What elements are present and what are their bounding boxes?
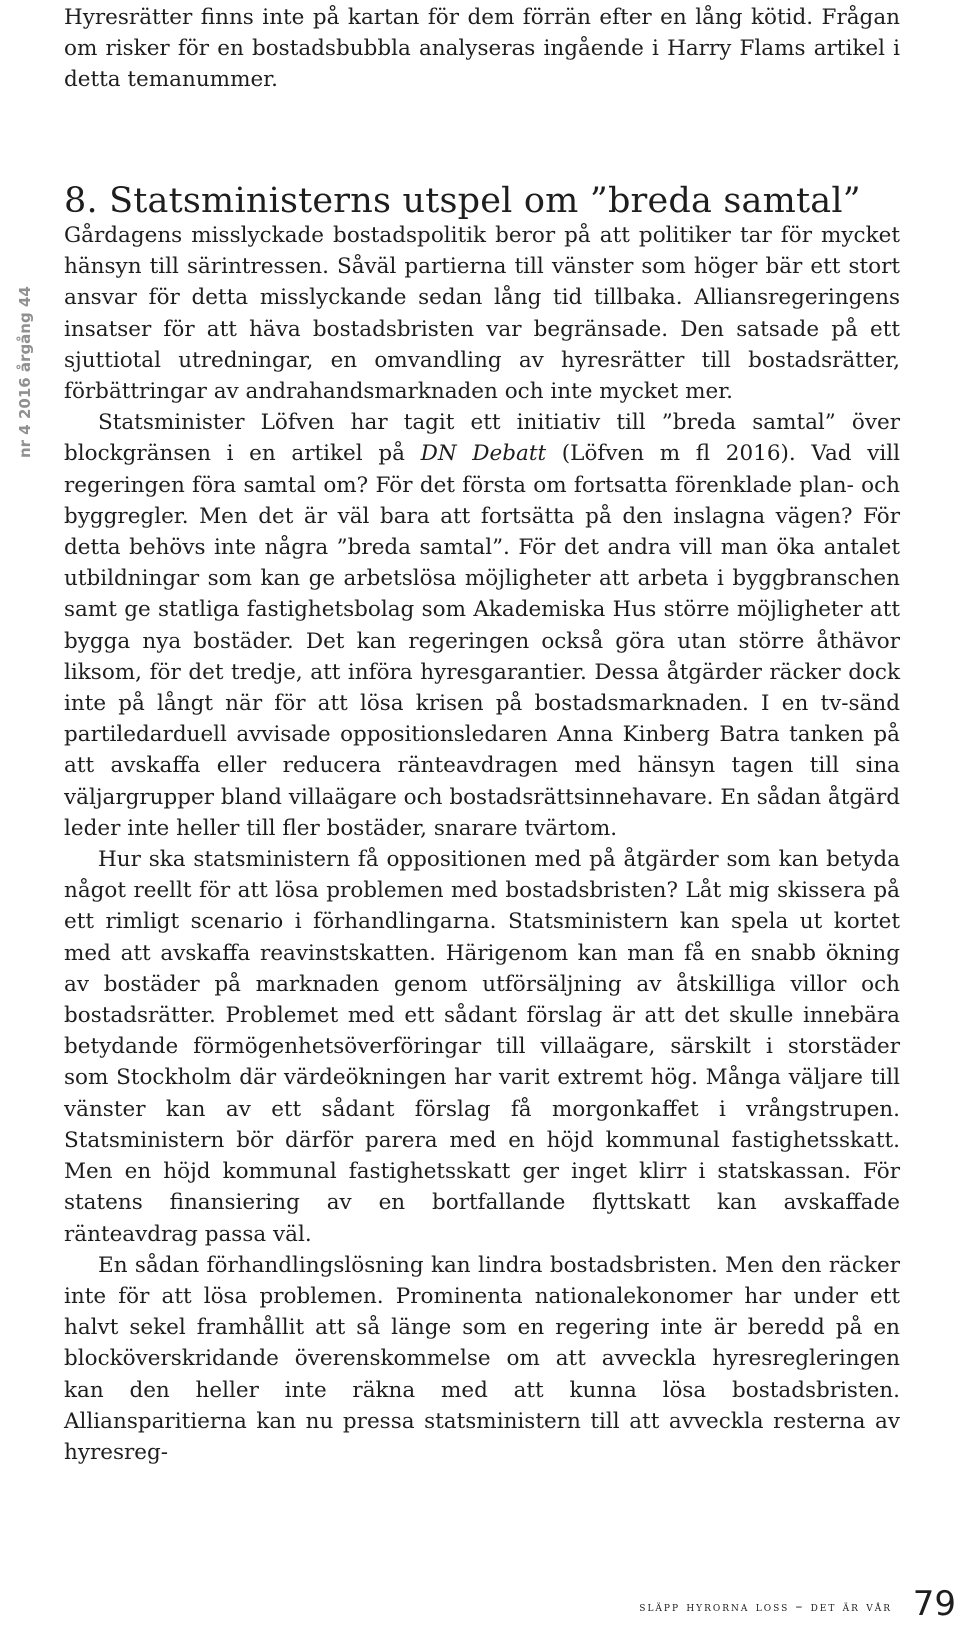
body-paragraph-1: Gårdagens misslyckade bostadspolitik beror på att politiker tar för mycket hänsyn till särintressen. Såväl partierna till vänster som höger bär ett stort ansvar för detta misslyckande sedan lång tid tillbaka. Alliansregeringens insatser för att häva bostadsbristen var begränsade. Den satsade på ett sjuttiotal utredningar, en omvandling av hyresrätter till bostadsrätter, förbättringar av andrahandsmarknaden och inte mycket mer. xyxy=(64,223,900,405)
section-body xyxy=(64,220,900,1468)
body-paragraph-4: En sådan förhandlingslösning kan lindra bostadsbristen. Men den räcker inte för att lösa problemen. Prominenta nationalekonomer har under ett halvt sekel framhållit att så länge som en regering inte är beredd på en blocköverskridande överenskommelse om att avveckla hyresregleringen kan den heller inte räkna med att kunna lösa bostadsbristen. Alliansparitierna kan nu pressa statsministern till att avveckla resterna av hyresreg- xyxy=(64,1252,900,1465)
lead-paragraph: Hyresrätter finns inte på kartan för dem förrän efter en lång kötid. Frågan om risker för en bostadsbubbla analyseras ingående i Harry Flams artikel i detta temanummer. xyxy=(64,5,900,93)
publication-name: DN Debatt xyxy=(420,441,547,467)
issue-side-label: nr 4 2016 årgång 44 xyxy=(16,286,34,458)
lead-text-block xyxy=(64,2,900,96)
body-paragraph-2 xyxy=(64,407,900,844)
paragraph-2-text-before: Statsminister Löfven har tagit ett initiativ till ”breda samtal” över blockgränsen i en artikel på xyxy=(64,410,900,467)
running-footer-title: släpp hyrorna loss – det är vår xyxy=(639,1599,892,1615)
page-number: 79 xyxy=(912,1584,956,1624)
section-heading: 8. Statsministerns utspel om ”breda samtal” xyxy=(64,181,861,222)
paragraph-2-text-after: (Löfven m fl 2016). Vad vill regeringen föra samtal om? För det första om fortsatta förenklade plan- och byggregler. Men det är väl bara att fortsätta på den inslagna vägen? För detta behövs inte några ”breda samtal”. För det andra vill man öka antalet utbildningar som kan ge arbetslösa möjligheter att arbeta i byggbranschen samt ge statliga fastighetsbolag som Akademiska Hus större möjligheter att bygga nya bostäder. Det kan regeringen också göra utan större åthävor liksom, för det tredje, att införa hyresgarantier. Dessa åtgärder räcker dock inte på långt när för att lösa krisen på bostadsmarknaden. I en tv-sänd partiledarduell avvisade oppositionsledaren Anna Kinberg Batra tanken på att avskaffa eller reducera ränteavdragen med hänsyn tagen till sina väljargrupper bland villaägare och bostadsrättsinnehavare. En sådan åtgärd leder inte heller till fler bostäder, snarare tvärtom. xyxy=(64,441,900,841)
body-paragraph-3: Hur ska statsministern få oppositionen med på åtgärder som kan betyda något reellt för att lösa problemen med bostadsbristen? Låt mig skissera på ett rimligt scenario i förhandlingarna. Statsministern kan spela ut kortet med att avskaffa reavinstskatten. Härigenom kan man få en snabb ökning av bostäder på marknaden genom utförsäljning av åtskilliga villor och bostadsrätter. Problemet med ett sådant förslag är att det skulle innebära betydande förmögenhetsöverföringar till villaägare, särskilt i storstäder som Stockholm där värdeökningen har varit extremt hög. Många väljare till vänster kan av ett sådant förslag få morgonkaffet i vrångstrupen. Statsministern bör därför parera med en höjd kommunal fastighetsskatt. Men en höjd kommunal fastighetsskatt ger inget klirr i statskassan. För statens finansiering av en bortfallande flyttskatt kan avskaffade ränteavdrag passa väl. xyxy=(64,847,900,1247)
